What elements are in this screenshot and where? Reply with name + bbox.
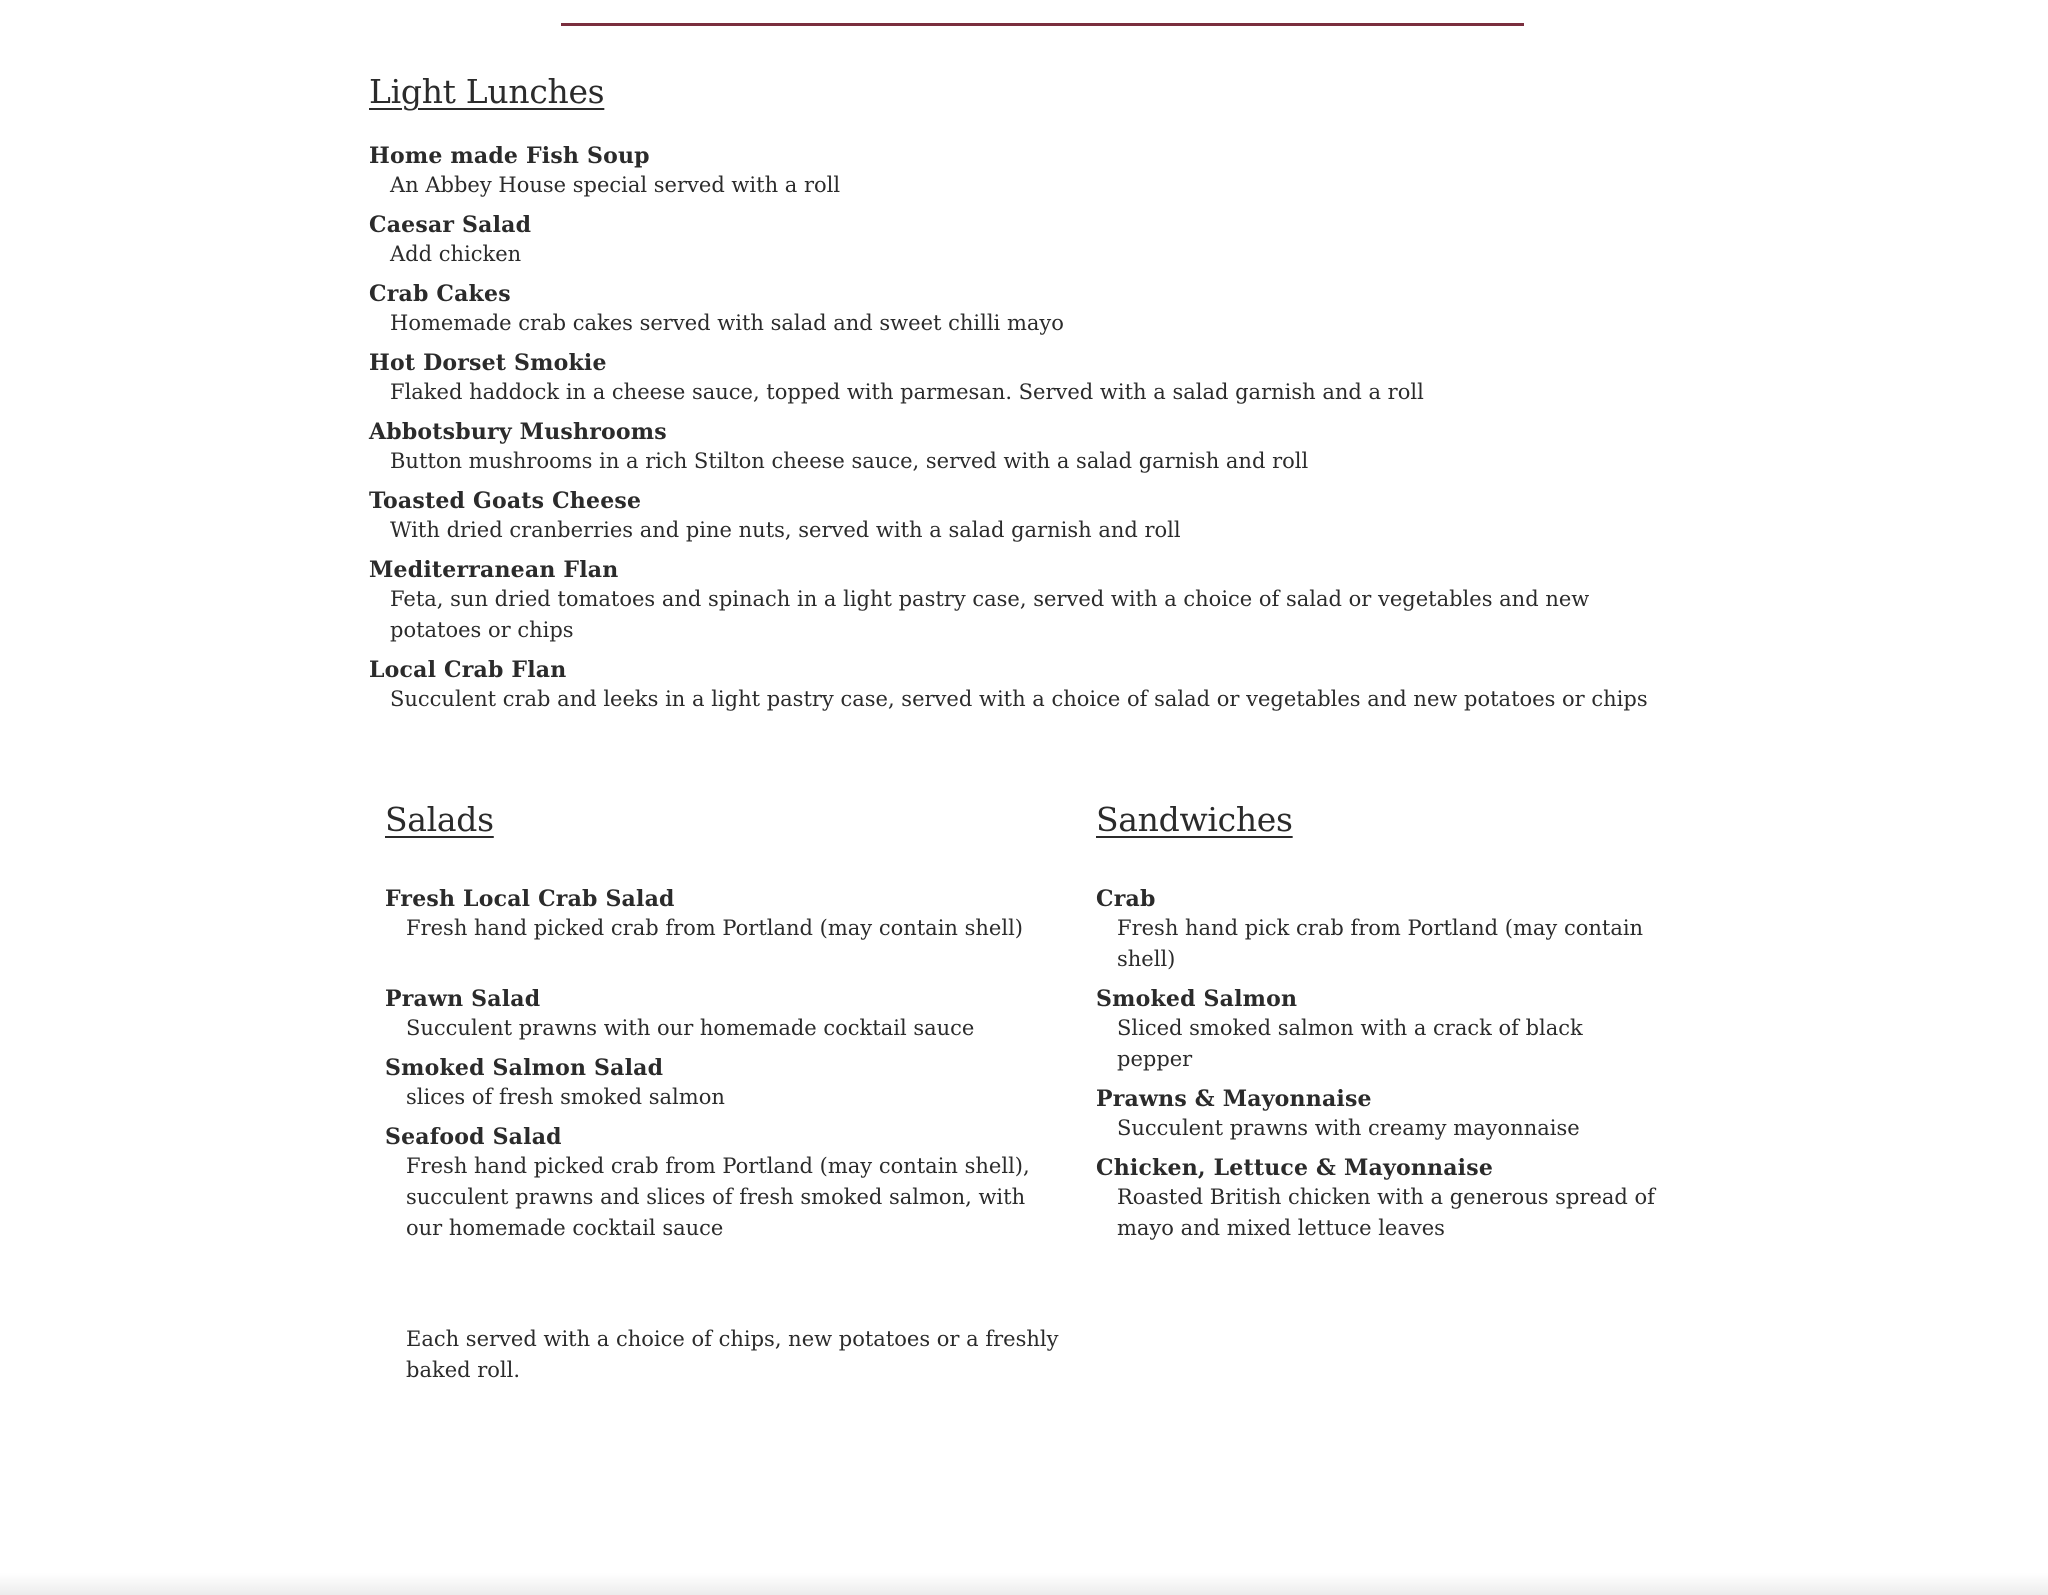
light-lunches-heading: Light Lunches xyxy=(369,72,605,111)
salads-heading: Salads xyxy=(385,800,494,839)
menu-item-name: Home made Fish Soup xyxy=(369,143,650,169)
menu-item xyxy=(385,886,1065,944)
menu-item xyxy=(369,143,1669,201)
menu-item xyxy=(1096,886,1656,975)
menu-item-name: Local Crab Flan xyxy=(369,657,567,683)
menu-item xyxy=(369,212,1669,270)
menu-item-name: Smoked Salmon Salad xyxy=(385,1055,664,1081)
menu-item xyxy=(385,986,1065,1044)
menu-item xyxy=(369,557,1669,646)
menu-item-name: Prawns & Mayonnaise xyxy=(1096,1086,1372,1112)
menu-item-description: Succulent crab and leeks in a light pastry case, served with a choice of salad or vegetables and new potatoes or chips xyxy=(390,687,1648,711)
menu-item-description: Sliced smoked salmon with a crack of black pepper xyxy=(1117,1016,1583,1071)
menu-item xyxy=(369,350,1669,408)
menu-item xyxy=(385,1055,1065,1113)
menu-item-description: An Abbey House special served with a roll xyxy=(390,173,841,197)
bottom-shadow xyxy=(0,1573,2048,1595)
menu-item-name: Chicken, Lettuce & Mayonnaise xyxy=(1096,1155,1494,1181)
menu-item-description: Fresh hand picked crab from Portland (may contain shell), succulent prawns and slices of fresh smoked salmon, with our homemade cocktail sauce xyxy=(406,1154,1030,1240)
menu-item-description: Succulent prawns with creamy mayonnaise xyxy=(1117,1116,1580,1140)
menu-item-description: Fresh hand picked crab from Portland (may contain shell) xyxy=(406,916,1023,940)
menu-item-name: Crab Cakes xyxy=(369,281,511,307)
menu-item-name: Toasted Goats Cheese xyxy=(369,488,642,514)
sandwiches-section xyxy=(1096,800,1656,1255)
menu-item-name: Caesar Salad xyxy=(369,212,532,238)
menu-item-name: Hot Dorset Smokie xyxy=(369,350,607,376)
menu-item xyxy=(1096,1086,1656,1144)
menu-item-name: Fresh Local Crab Salad xyxy=(385,886,675,912)
menu-item xyxy=(369,657,1669,715)
menu-item-name: Crab xyxy=(1096,886,1156,912)
top-divider xyxy=(561,23,1524,26)
menu-item-name: Prawn Salad xyxy=(385,986,541,1012)
menu-item-description: Succulent prawns with our homemade cocktail sauce xyxy=(406,1016,975,1040)
salads-list xyxy=(385,886,1065,1244)
menu-item xyxy=(369,488,1669,546)
menu-item xyxy=(1096,986,1656,1075)
light-lunches-list xyxy=(369,143,1669,715)
menu-item-description: slices of fresh smoked salmon xyxy=(406,1085,725,1109)
menu-item xyxy=(369,281,1669,339)
menu-item-description: Button mushrooms in a rich Stilton cheese sauce, served with a salad garnish and roll xyxy=(390,449,1309,473)
menu-item-description: Fresh hand pick crab from Portland (may contain shell) xyxy=(1117,916,1644,971)
menu-item-name: Abbotsbury Mushrooms xyxy=(369,419,667,445)
menu-item-name: Mediterranean Flan xyxy=(369,557,619,583)
menu-item-name: Smoked Salmon xyxy=(1096,986,1298,1012)
menu-item-description: Add chicken xyxy=(390,242,522,266)
menu-item-description: Feta, sun dried tomatoes and spinach in a light pastry case, served with a choice of salad or vegetables and new potatoes or chips xyxy=(390,587,1590,642)
menu-item-description: Roasted British chicken with a generous spread of mayo and mixed lettuce leaves xyxy=(1117,1185,1655,1240)
salads-serving-note: Each served with a choice of chips, new potatoes or a freshly baked roll. xyxy=(406,1327,1059,1382)
light-lunches-section xyxy=(369,72,1669,726)
menu-item xyxy=(369,419,1669,477)
menu-item xyxy=(1096,1155,1656,1244)
menu-item-name: Seafood Salad xyxy=(385,1124,562,1150)
menu-item xyxy=(385,1124,1065,1244)
sandwiches-heading: Sandwiches xyxy=(1096,800,1293,839)
menu-item-description: Flaked haddock in a cheese sauce, topped with parmesan. Served with a salad garnish and a roll xyxy=(390,380,1424,404)
salads-section xyxy=(385,800,1065,1386)
sandwiches-list xyxy=(1096,886,1656,1244)
menu-item-description: With dried cranberries and pine nuts, served with a salad garnish and roll xyxy=(390,518,1181,542)
menu-item-description: Homemade crab cakes served with salad and sweet chilli mayo xyxy=(390,311,1064,335)
